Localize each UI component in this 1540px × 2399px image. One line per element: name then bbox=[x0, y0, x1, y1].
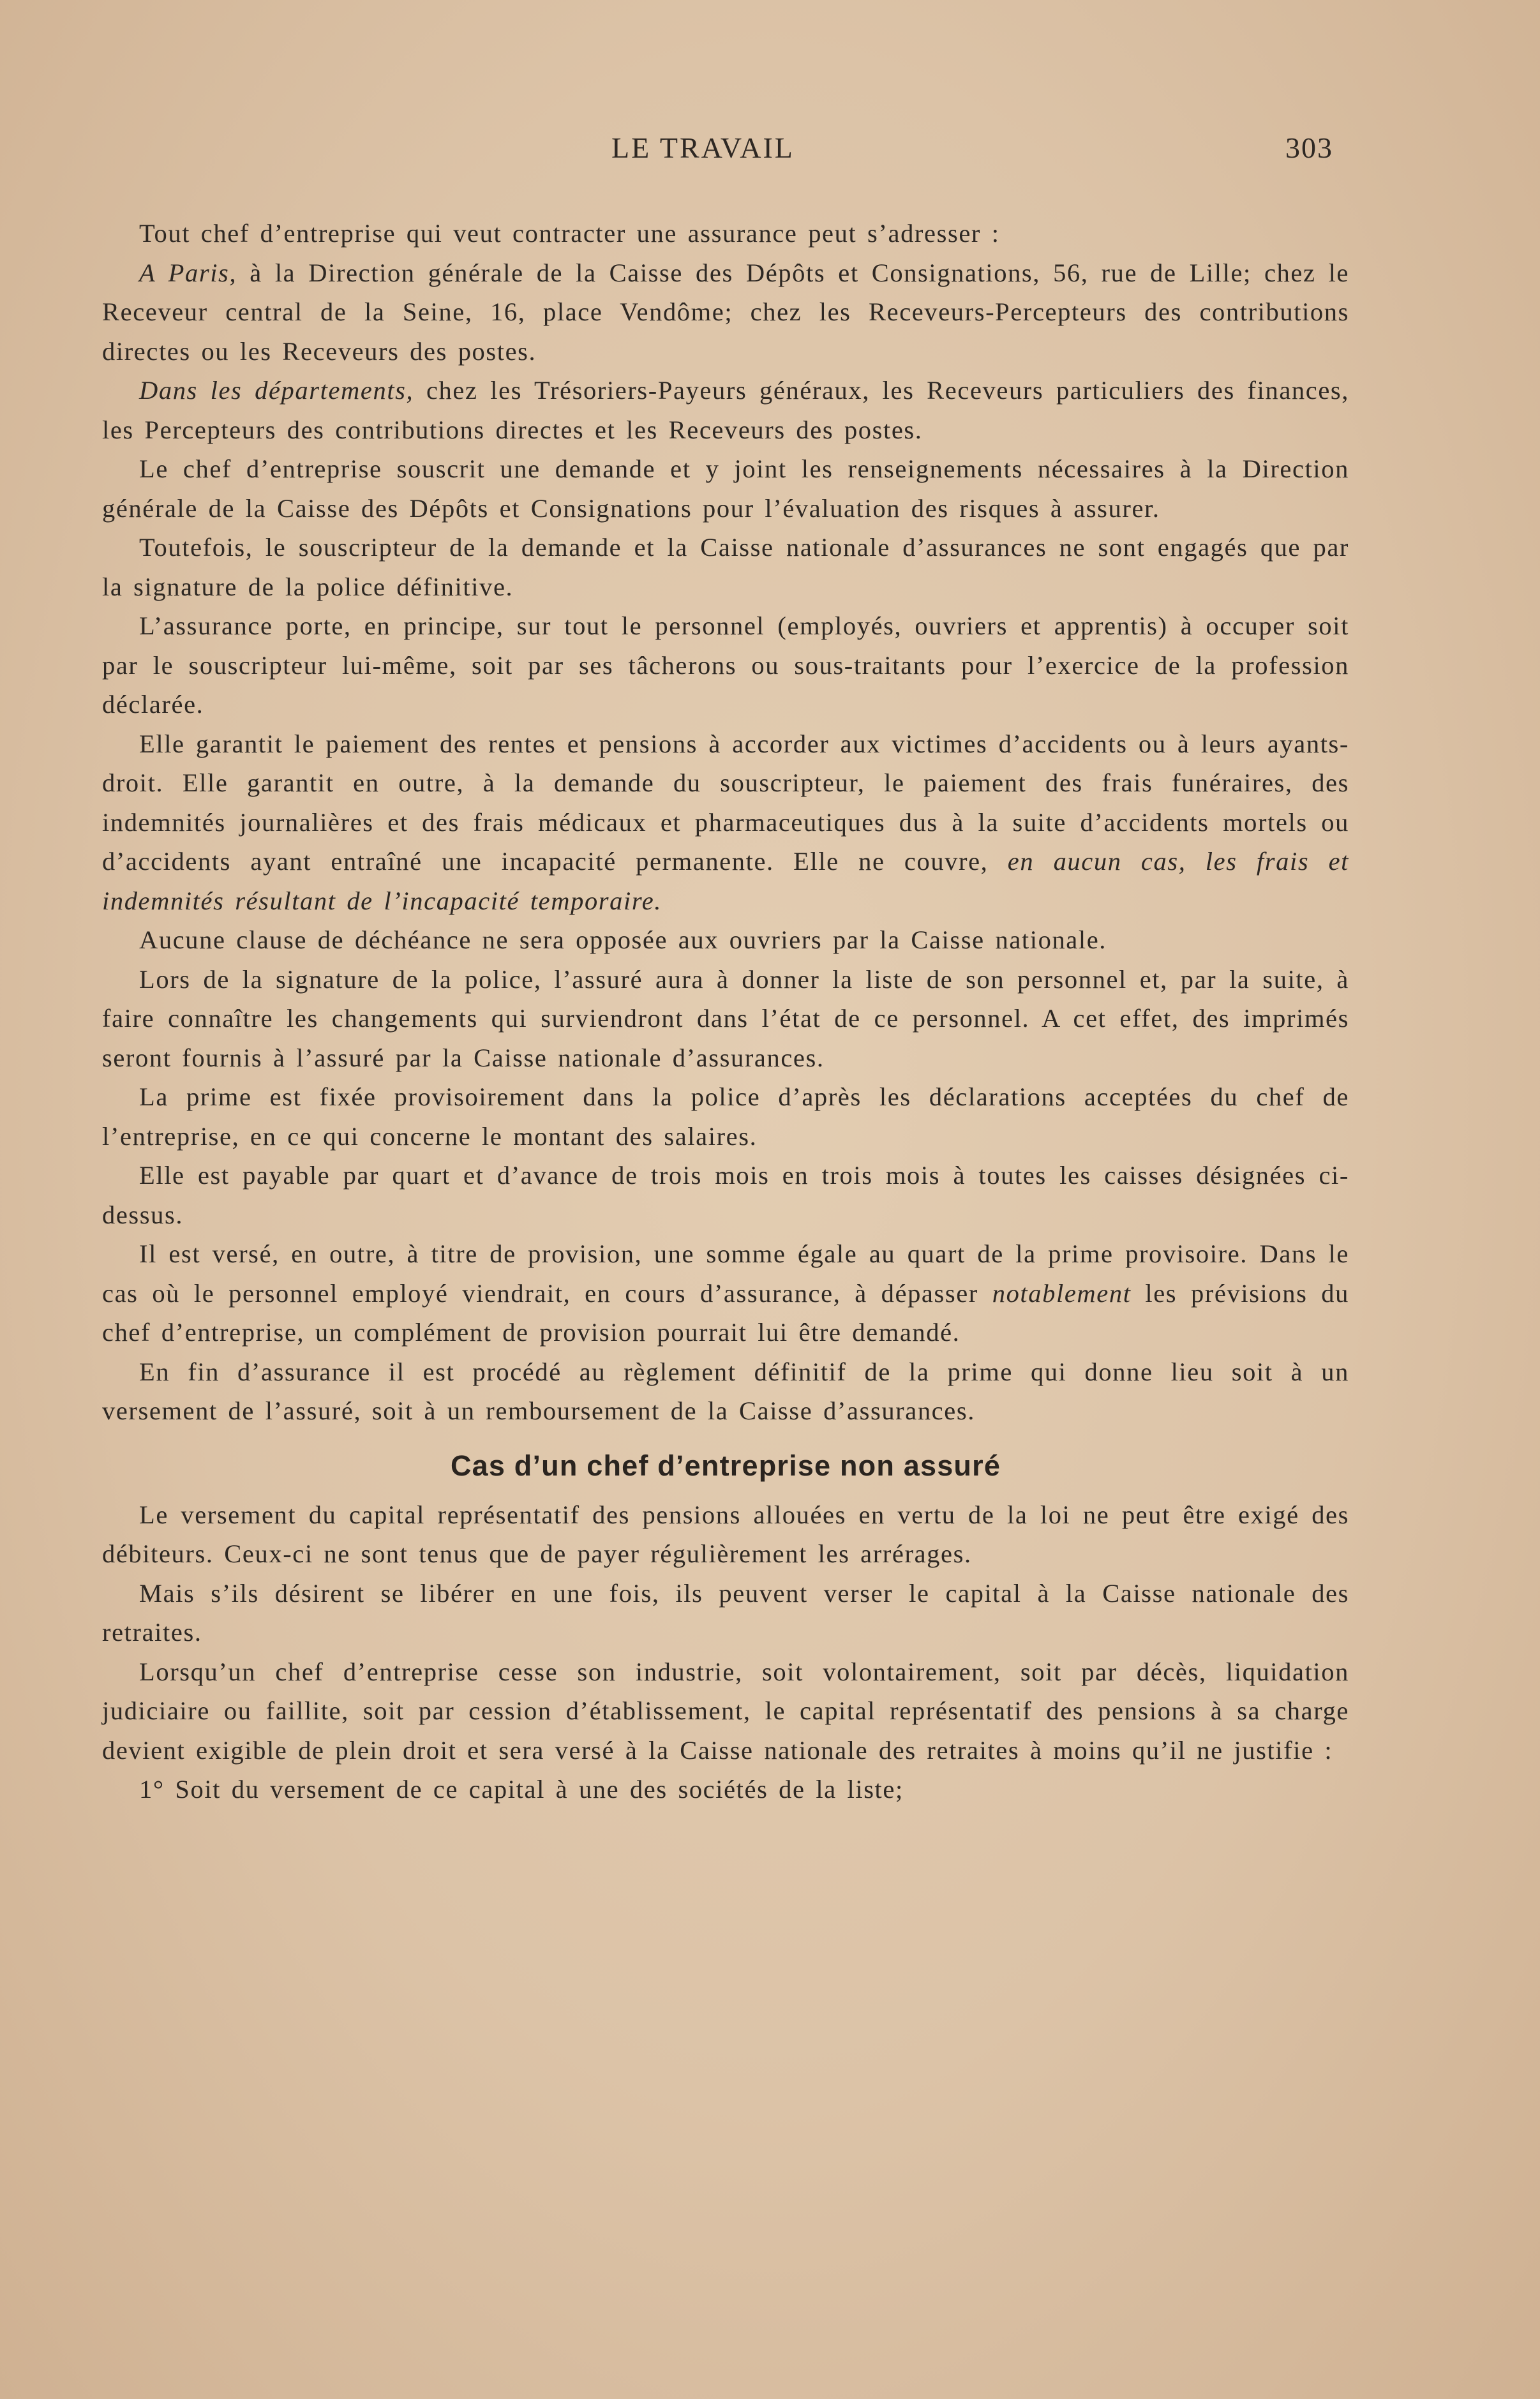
paragraph: Le versement du capital représentatif des pensions allouées en vertu de la loi ne peut être exigé des débiteurs. Ceux-ci ne sont tenus que de payer régulièrement les arrérages. bbox=[102, 1500, 1349, 1568]
paragraph: Dans les départements, chez les Trésoriers-Payeurs généraux, les Receveurs particuliers des finances, les Percepteurs des contributions directes et les Receveurs des postes. bbox=[102, 376, 1349, 444]
paragraph: Aucune clause de déchéance ne sera opposée aux ouvriers par la Caisse nationale. bbox=[139, 925, 1107, 954]
running-header bbox=[0, 131, 1540, 176]
italic-lead: Dans les départements, bbox=[139, 376, 414, 405]
italic-lead: A Paris, bbox=[139, 258, 237, 287]
paragraph: La prime est fixée provisoirement dans la police d’après les déclarations acceptées du chef de l’entreprise, en ce qui concerne le montant des salaires. bbox=[102, 1082, 1349, 1151]
paragraph: Lorsqu’un chef d’entreprise cesse son industrie, soit volontairement, soit par décès, liquidation judiciaire ou faillite, soit par cession d’établissement, le capital représentatif des pensions à sa charge devient exigible de plein droit et sera versé à la Caisse nationale des retraites à moins qu’il ne justifie : bbox=[102, 1657, 1349, 1765]
paragraph: 1° Soit du versement de ce capital à une des sociétés de la liste; bbox=[139, 1775, 904, 1804]
paragraph: En fin d’assurance il est procédé au règlement définitif de la prime qui donne lieu soit à un versement de l’assuré, soit à un remboursement de la Caisse d’assurances. bbox=[102, 1357, 1349, 1425]
paragraph: A Paris, à la Direction générale de la Caisse des Dépôts et Consignations, 56, rue de Lille; chez le Receveur central de la Seine, 16, place Vendôme; chez les Receveurs-Percepteurs des contributions directes ou les Receveurs des postes. bbox=[102, 258, 1350, 366]
paragraph: Elle est payable par quart et d’avance de trois mois en trois mois à toutes les caisses désignées ci-dessus. bbox=[102, 1161, 1349, 1229]
paragraph: L’assurance porte, en principe, sur tout le personnel (employés, ouvriers et apprentis) à occuper soit par le souscripteur lui-même, soit par ses tâcherons ou sous-traitants pour l’exercice de la profession déclarée. bbox=[102, 611, 1349, 719]
paragraph: Le chef d’entreprise souscrit une demande et y joint les renseignements nécessaires à la Direction générale de la Caisse des Dépôts et Consignations pour l’évaluation des risques à assurer. bbox=[102, 454, 1349, 523]
paragraph: Tout chef d’entreprise qui veut contracter une assurance peut s’adresser : bbox=[139, 219, 1000, 248]
section-heading: Cas d’un chef d’entreprise non assuré bbox=[450, 1449, 1001, 1482]
italic-clause: en aucun cas, les frais et indemnités résultant de l’incapacité temporaire. bbox=[102, 847, 1349, 915]
paragraph: Toutefois, le souscripteur de la demande et la Caisse nationale d’assurances ne sont engagés que par la signature de la police définitive. bbox=[102, 533, 1349, 601]
paragraph: Il est versé, en outre, à titre de provision, une somme égale au quart de la prime provisoire. Dans le cas où le personnel employé viendrait, en cours d’assurance, à dépasser notablement les prévisions du chef d’entreprise, un complément de provision pourrait lui être demandé. bbox=[102, 1239, 1349, 1347]
paragraph: Mais s’ils désirent se libérer en une fois, ils peuvent verser le capital à la Caisse nationale des retraites. bbox=[102, 1578, 1349, 1647]
paragraph: Lors de la signature de la police, l’assuré aura à donner la liste de son personnel et, par la suite, à faire connaître les changements qui surviendront dans l’état de ce personnel. A cet effet, des imprimés seront fournis à l’assuré par la Caisse nationale d’assurances. bbox=[102, 964, 1349, 1072]
paragraph: Elle garantit le paiement des rentes et pensions à accorder aux victimes d’accidents ou à leurs ayants-droit. Elle garantit en outre, à la demande du souscripteur, le paiement des frais funéraires, des indemnités journalières et des frais médicaux et pharmaceutiques dus à la suite d’accidents mortels ou d’accidents ayant entraîné une incapacité permanente. Elle ne couvre, en aucun cas, les frais et indemnités résultant de l’incapacité temporaire. bbox=[102, 729, 1349, 915]
running-title: LE TRAVAIL bbox=[611, 131, 795, 164]
italic-word: notablement bbox=[992, 1278, 1132, 1308]
page-number: 303 bbox=[1285, 131, 1333, 164]
page-body bbox=[102, 214, 1349, 1809]
